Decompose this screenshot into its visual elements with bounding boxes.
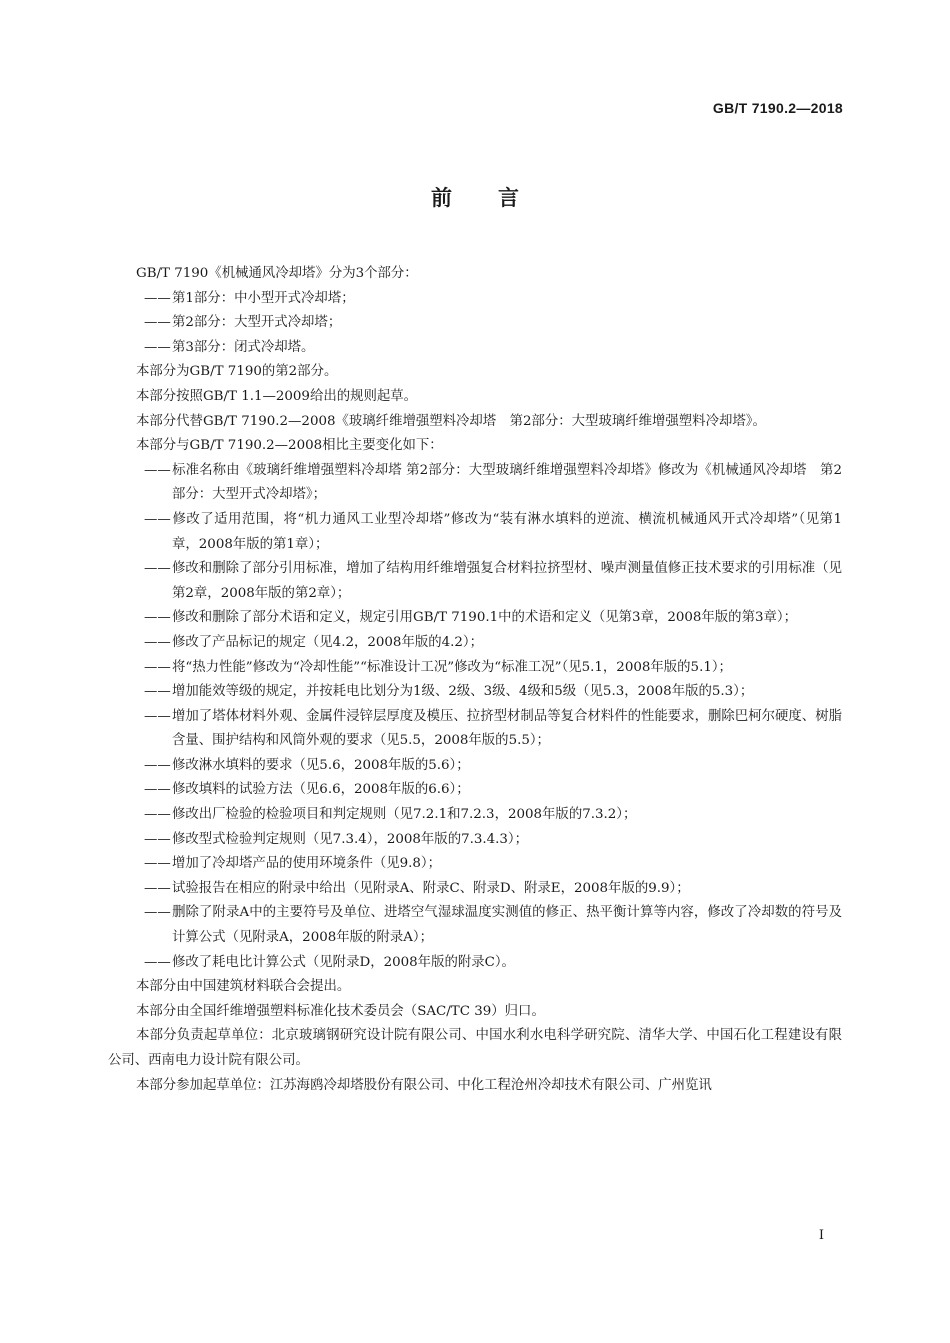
- paragraph: [108, 410, 842, 435]
- list-dash: ——: [144, 634, 171, 650]
- list-dash: ——: [144, 905, 171, 921]
- list-item: [108, 901, 842, 950]
- list-item: [108, 606, 842, 631]
- list-item: [108, 656, 842, 681]
- paragraph-text: 修改了耗电比计算公式（见附录D，2008年版的附录C）。: [172, 954, 515, 970]
- paragraph-text: 将“热力性能”修改为“冷却性能”“标准设计工况”修改为“标准工况”（见5.1，2008年版的5.1）；: [172, 659, 732, 675]
- paragraph-text: 本部分负责起草单位：北京玻璃钢研究设计院有限公司、中国水利水电科学研究院、清华大学、中国石化工程建设有限公司、西南电力设计院有限公司。: [108, 1028, 842, 1068]
- paragraph-text: 修改型式检验判定规则（见7.3.4），2008年版的7.3.4.3）；: [172, 831, 529, 847]
- paragraph-text: 第1部分：中小型开式冷却塔；: [172, 290, 355, 306]
- paragraph-text: 本部分代替GB/T 7190.2—2008《玻璃纤维增强塑料冷却塔 第2部分：大型玻璃纤维增强塑料冷却塔》。: [136, 413, 766, 429]
- list-item: [108, 778, 842, 803]
- standard-number: GB/T 7190.2—2018: [712, 100, 843, 116]
- paragraph-text: 修改和删除了部分术语和定义，规定引用GB/T 7190.1中的术语和定义（见第3章，2008年版的第3章）；: [172, 610, 797, 626]
- list-dash: ——: [144, 782, 171, 798]
- list-item: [108, 705, 842, 754]
- paragraph-text: 修改了适用范围，将“机力通风工业型冷却塔”修改为“装有淋水填料的逆流、横流机械通风开式冷却塔”（见第1章，2008年版的第1章）；: [172, 511, 842, 552]
- list-dash: ——: [144, 610, 171, 626]
- paragraph-text: GB/T 7190《机械通风冷却塔》分为3个部分：: [136, 266, 418, 281]
- paragraph-text: 第2部分：大型开式冷却塔；: [172, 315, 342, 331]
- list-item: [108, 631, 842, 656]
- list-item: [108, 852, 842, 877]
- list-item: [108, 828, 842, 853]
- paragraph-text: 增加了塔体材料外观、金属件浸锌层厚度及模压、拉挤型材制品等复合材料件的性能要求，删除巴柯尔硬度、树脂含量、围护结构和风筒外观的要求（见5.5，2008年版的5.5）；: [172, 708, 842, 749]
- list-item: [108, 803, 842, 828]
- paragraph-text: 修改填料的试验方法（见6.6，2008年版的6.6）；: [172, 782, 470, 798]
- list-dash: ——: [144, 511, 171, 527]
- list-item: [108, 680, 842, 705]
- page-number: Ⅰ: [818, 1228, 824, 1243]
- list-dash: ——: [144, 831, 171, 847]
- list-item: [108, 951, 842, 976]
- paragraph-text: 标准名称由《玻璃纤维增强塑料冷却塔 第2部分：大型玻璃纤维增强塑料冷却塔》修改为《机械通风冷却塔 第2部分：大型开式冷却塔》；: [172, 462, 842, 503]
- page-title: 前言: [431, 186, 565, 210]
- list-dash: ——: [144, 708, 171, 724]
- list-item: [108, 508, 842, 557]
- paragraph-text: 本部分参加起草单位：江苏海鸥冷却塔股份有限公司、中化工程沧州冷却技术有限公司、广州览讯: [136, 1077, 712, 1093]
- paragraph: [108, 1074, 842, 1099]
- list-dash: ——: [144, 757, 171, 773]
- paragraph-text: 增加能效等级的规定，并按耗电比划分为1级、2级、3级、4级和5级（见5.3，2008年版的5.3）；: [172, 684, 754, 700]
- paragraph-text: 修改和删除了部分引用标准，增加了结构用纤维增强复合材料拉挤型材、噪声测量值修正技术要求的引用标准（见第2章，2008年版的第2章）；: [172, 561, 842, 601]
- paragraph-text: 试验报告在相应的附录中给出（见附录A、附录C、附录D、附录E，2008年版的9.9）；: [172, 880, 690, 896]
- list-dash: ——: [144, 290, 171, 306]
- list-dash: ——: [144, 807, 171, 823]
- document-body: [108, 262, 842, 1098]
- paragraph: [108, 1000, 842, 1025]
- list-dash: ——: [144, 561, 171, 577]
- paragraph: [108, 1024, 842, 1073]
- list-dash: ——: [144, 856, 171, 872]
- paragraph-text: 删除了附录A中的主要符号及单位、进塔空气湿球温度实测值的修正、热平衡计算等内容，修改了冷却数的符号及计算公式（见附录A，2008年版的附录A）；: [172, 905, 842, 946]
- paragraph-text: 第3部分：闭式冷却塔。: [172, 339, 315, 355]
- paragraph-text: 本部分与GB/T 7190.2—2008相比主要变化如下：: [136, 438, 443, 454]
- list-item: [108, 557, 842, 606]
- list-dash: ——: [144, 880, 171, 896]
- list-dash: ——: [144, 954, 171, 970]
- list-dash: ——: [144, 659, 171, 675]
- paragraph-text: 本部分由全国纤维增强塑料标准化技术委员会（SAC/TC 39）归口。: [136, 1003, 545, 1019]
- paragraph: [108, 360, 842, 385]
- paragraph-text: 修改了产品标记的规定（见4.2，2008年版的4.2）；: [172, 634, 483, 650]
- paragraph-text: 本部分由中国建筑材料联合会提出。: [136, 979, 351, 995]
- list-dash: ——: [144, 315, 171, 331]
- list-item: [108, 877, 842, 902]
- paragraph-text: 修改出厂检验的检验项目和判定规则（见7.2.1和7.2.3，2008年版的7.3.2）；: [172, 807, 637, 823]
- paragraph-text: 本部分按照GB/T 1.1—2009给出的规则起草。: [136, 388, 418, 404]
- list-dash: ——: [144, 684, 171, 700]
- paragraph-text: 本部分为GB/T 7190的第2部分。: [136, 364, 338, 380]
- list-item: [108, 459, 842, 508]
- paragraph-text: 修改淋水填料的要求（见5.6，2008年版的5.6）；: [172, 757, 470, 773]
- paragraph: [108, 975, 842, 1000]
- list-dash: ——: [144, 339, 171, 355]
- paragraph: [108, 262, 842, 287]
- list-item: [108, 336, 842, 361]
- paragraph-text: 增加了冷却塔产品的使用环境条件（见9.8）；: [172, 856, 442, 872]
- list-item: [108, 311, 842, 336]
- list-item: [108, 287, 842, 312]
- list-dash: ——: [144, 462, 171, 478]
- paragraph: [108, 434, 842, 459]
- list-item: [108, 754, 842, 779]
- paragraph: [108, 385, 842, 410]
